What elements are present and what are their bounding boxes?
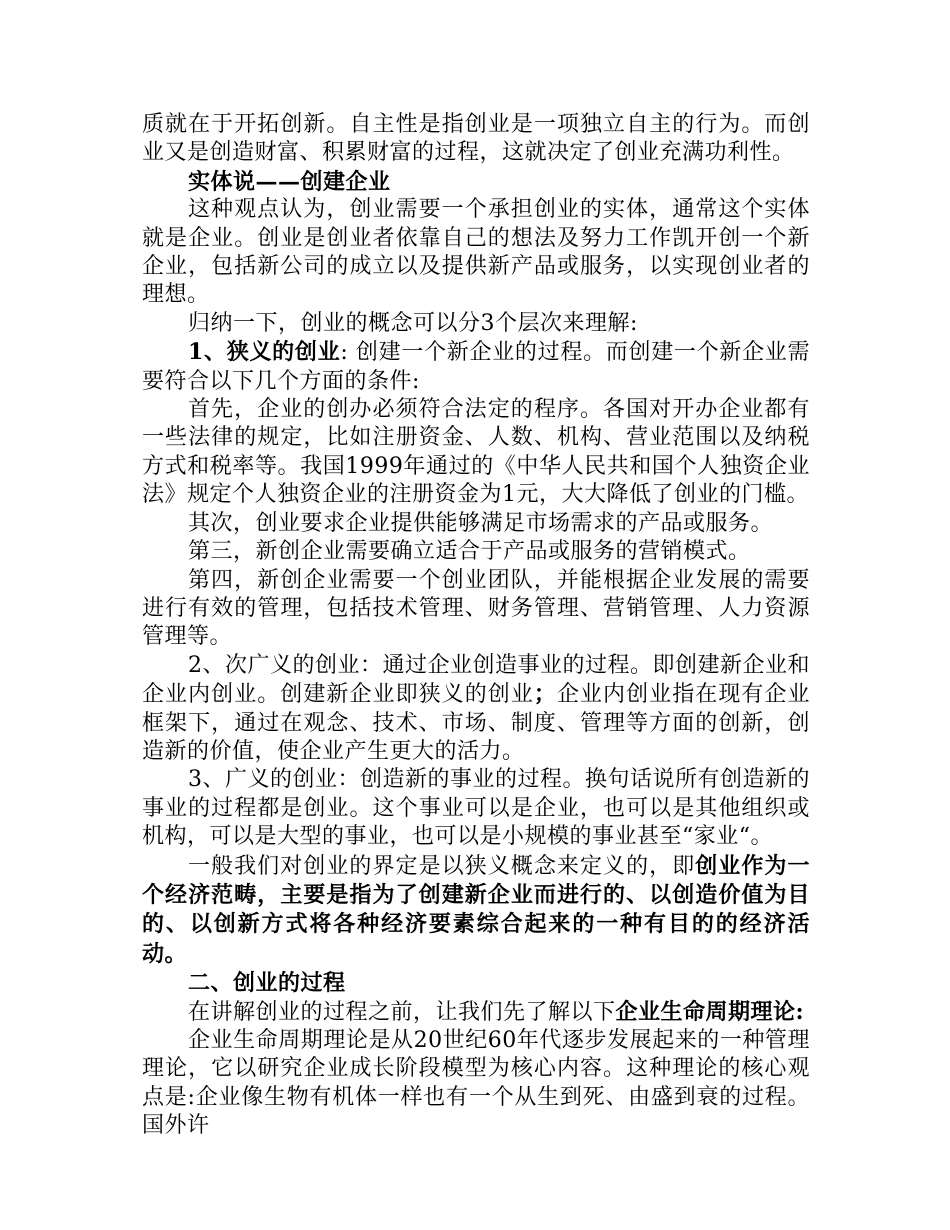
- narrow-definition-label: 1、狭义的创业: [188, 339, 341, 366]
- paragraph-sub-broad-definition: [142, 652, 810, 767]
- sub-broad-text-a: 2、次广义的创业：通过企业创造事业的过程。即创建新企业和企业内创业。创建新企业即狭义的创业: [142, 652, 810, 708]
- paragraph-entity-view: 这种观点认为，创业需要一个承担创业的实体，通常这个实体就是企业。创业是创业者依靠自己的想法及努力工作凯开创一个新企业，包括新公司的成立以及提供新产品或服务，以实现创业者的理想。: [142, 197, 810, 308]
- paragraph-lifecycle-theory: 企业生命周期理论是从20世纪60年代逐步发展起来的一种管理理论，它以研究企业成长阶段模型为核心内容。这种理论的核心观点是:企业像生物有机体一样也有一个从生到死、由盛到衰的过程。国外许: [142, 1028, 810, 1139]
- document-body: [142, 111, 810, 1141]
- paragraph-process-intro: [142, 998, 810, 1027]
- definition-summary-intro: 一般我们对创业的界定是以狭义概念来定义的，即: [188, 853, 696, 879]
- sub-broad-semicolon: ；: [533, 681, 557, 708]
- paragraph-third-condition: 第三，新创企业需要确立适合于产品或服务的营销模式。: [188, 539, 751, 565]
- paragraph-definition-summary: [142, 852, 810, 970]
- paragraph-narrow-definition: [142, 338, 810, 396]
- paragraph-first-condition: 首先，企业的创办必须符合法定的程序。各国对开办企业都有一些法律的规定，比如注册资金、人数、机构、营业范围以及纳税方式和税率等。我国1999年通过的《中华人民共和国个人独资企业法》规定个人独资企业的注册资金为1元，大大降低了创业的门槛。: [142, 397, 810, 508]
- paragraph-continuation: 质就在于开拓创新。自主性是指创业是一项独立自主的行为。而创业又是创造财富、积累财富的过程，这就决定了创业充满功利性。: [142, 112, 810, 166]
- definition-summary-bold: 创业作为一个经济范畴，主要是指为了创建新企业而进行的、以创造价值为目的、以创新方式将各种经济要素综合起来的一种有目的的经济活动。: [142, 852, 810, 967]
- section-heading-entity: 实体说——创建企业: [188, 168, 391, 195]
- sub-broad-text-b: 企业内创业指在现有企业框架下，通过在观念、技术、市场、制度、管理等方面的创新，创造新的价值，使企业产生更大的活力。: [142, 682, 810, 764]
- paragraph-fourth-condition: 第四，新创企业需要一个创业团队，并能根据企业发展的需要进行有效的管理，包括技术管理、财务管理、营销管理、人力资源管理等。: [142, 567, 810, 650]
- paragraph-summary: 归纳一下，创业的概念可以分3个层次来理解:: [188, 310, 638, 336]
- lifecycle-theory-label: 企业生命周期理论:: [615, 998, 805, 1025]
- paragraph-broad-definition: 3、广义的创业：创造新的事业的过程。换句话说所有创造新的事业的过程都是创业。这个事业可以是企业，也可以是其他组织或机构，可以是大型的事业，也可以是小规模的事业甚至“家业“。: [142, 767, 810, 850]
- paragraph-second-condition: 其次，创业要求企业提供能够满足市场需求的产品或服务。: [188, 510, 774, 536]
- narrow-definition-text: : 创建一个新企业的过程。而创建一个新企业需要符合以下几个方面的条件:: [142, 340, 810, 394]
- section-heading-process: 二、创业的过程: [188, 970, 346, 997]
- process-intro-text: 在讲解创业的过程之前，让我们先了解以下: [188, 999, 616, 1025]
